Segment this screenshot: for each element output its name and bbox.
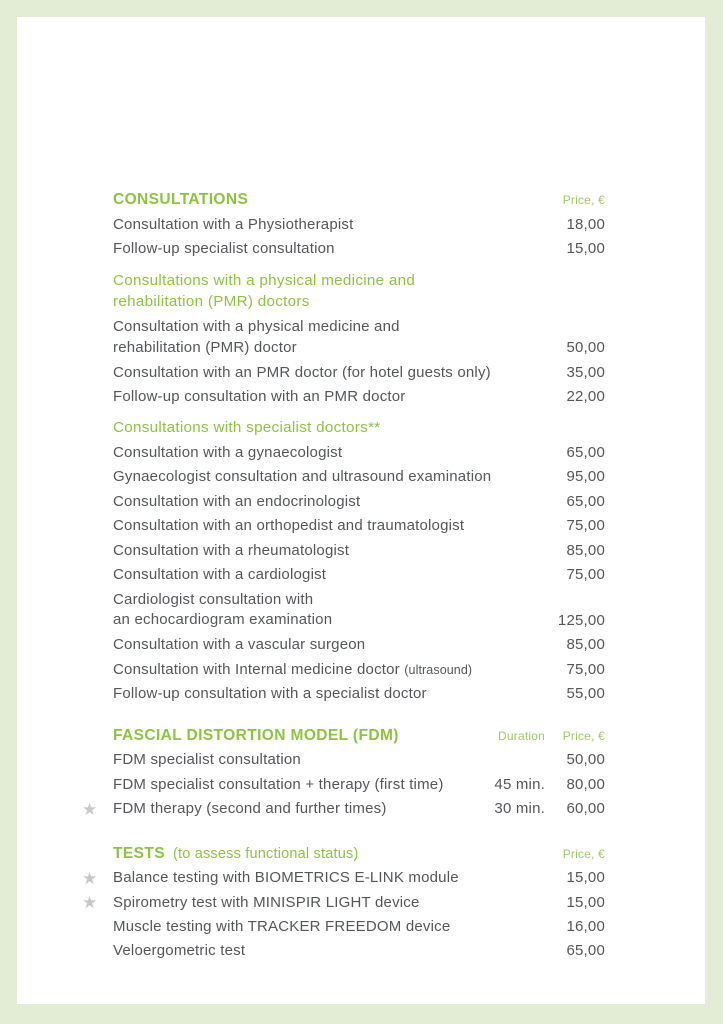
service-price: 65,00 xyxy=(566,942,605,960)
section-title: TESTS (to assess functional status) xyxy=(113,844,359,862)
service-name: Consultation with a gynaecologist xyxy=(113,443,343,461)
service-name: Muscle testing with TRACKER FREEDOM device xyxy=(113,917,451,935)
price-row xyxy=(113,237,605,261)
duration-column-label: Duration xyxy=(498,728,545,743)
service-name: Balance testing with BIOMETRICS E-LINK module xyxy=(113,869,459,887)
service-price: 15,00 xyxy=(566,893,605,911)
service-duration: 45 min. xyxy=(494,775,545,793)
service-name: Veloergometric test xyxy=(113,942,246,960)
section-tests xyxy=(82,842,605,964)
service-price: 15,00 xyxy=(566,869,605,887)
price-row xyxy=(113,658,605,682)
price-list-content xyxy=(17,17,705,964)
price-row xyxy=(113,633,605,657)
price-column-label: Price, € xyxy=(562,193,605,207)
service-name: FDM therapy (second and further times) xyxy=(113,800,387,818)
section-rows xyxy=(113,315,605,410)
service-name: Consultation with a physical medicine and rehabilitation (PMR) doctor xyxy=(113,318,400,356)
price-row xyxy=(113,315,605,361)
price-row xyxy=(113,465,605,489)
price-row xyxy=(113,939,605,963)
service-price: 75,00 xyxy=(566,660,605,678)
service-name: Consultation with an orthopedist and traumatologist xyxy=(113,517,465,535)
service-note: (ultrasound) xyxy=(404,662,473,677)
section-specialist-consultations xyxy=(113,417,605,706)
service-name: Cardiologist consultation with an echocardiogram examination xyxy=(113,590,333,629)
section-consultations xyxy=(113,188,605,261)
service-name: Spirometry test with MINISPIR LIGHT device xyxy=(113,893,420,911)
service-price: 75,00 xyxy=(566,565,605,583)
price-row xyxy=(113,385,605,409)
price-row xyxy=(113,441,605,465)
service-price: 65,00 xyxy=(566,492,605,510)
section-header xyxy=(113,724,605,749)
price-row xyxy=(113,539,605,563)
price-row xyxy=(113,682,605,706)
service-name: Consultation with Internal medicine doctor (ultrasound) xyxy=(113,660,473,678)
service-price: 85,00 xyxy=(566,636,605,654)
service-name: Follow-up specialist consultation xyxy=(113,239,335,257)
price-row xyxy=(113,563,605,587)
section-header xyxy=(113,842,605,867)
service-price: 22,00 xyxy=(566,388,605,406)
section-title-note: (to assess functional status) xyxy=(172,845,359,862)
section-fdm xyxy=(82,724,605,822)
price-row xyxy=(113,490,605,514)
price-row xyxy=(113,213,605,237)
service-duration: 30 min. xyxy=(494,800,545,818)
price-row xyxy=(113,915,605,939)
star-icon: ★ xyxy=(82,799,98,820)
service-name: Consultation with an endocrinologist xyxy=(113,492,361,510)
price-list-page xyxy=(17,17,705,1004)
price-row xyxy=(113,361,605,385)
section-rows xyxy=(113,441,605,706)
star-icon: ★ xyxy=(82,868,98,889)
service-price: 18,00 xyxy=(566,215,605,233)
service-name: Consultation with an PMR doctor (for hotel guests only) xyxy=(113,363,491,381)
service-name: Consultation with a Physiotherapist xyxy=(113,215,354,233)
subsection-title xyxy=(113,270,605,312)
service-name: Follow-up consultation with an PMR doctor xyxy=(113,388,406,406)
price-row xyxy=(82,866,605,890)
section-rows xyxy=(113,213,605,262)
subsection-title: Consultations with specialist doctors** xyxy=(113,418,381,436)
star-icon: ★ xyxy=(82,892,98,913)
section-rows xyxy=(82,748,605,821)
price-column-label: Price, € xyxy=(562,846,605,861)
service-price: 125,00 xyxy=(557,611,605,629)
service-name: FDM specialist consultation + therapy (first time) xyxy=(113,775,444,793)
subsection-title-line2: rehabilitation (PMR) doctors xyxy=(113,292,310,310)
service-price: 80,00 xyxy=(566,775,605,793)
price-row xyxy=(82,797,605,821)
price-row xyxy=(82,891,605,915)
service-price: 65,00 xyxy=(566,443,605,461)
service-price: 55,00 xyxy=(566,685,605,702)
price-row xyxy=(113,514,605,538)
subsection-title-line1: Consultations with a physical medicine and xyxy=(113,271,416,289)
service-price: 75,00 xyxy=(566,517,605,535)
service-price: 95,00 xyxy=(566,468,605,486)
service-name: Consultation with a rheumatologist xyxy=(113,541,350,559)
service-price: 50,00 xyxy=(566,751,605,769)
service-price: 85,00 xyxy=(566,541,605,559)
service-price: 50,00 xyxy=(566,339,605,357)
section-pmr-consultations xyxy=(113,270,605,410)
service-name: Gynaecologist consultation and ultrasound examination xyxy=(113,468,492,486)
service-name: Consultation with a cardiologist xyxy=(113,565,327,583)
service-name: Consultation with a vascular surgeon xyxy=(113,636,366,654)
price-column-label: Price, € xyxy=(562,728,605,743)
price-row xyxy=(113,587,605,633)
section-rows xyxy=(82,866,605,964)
service-name: FDM specialist consultation xyxy=(113,751,301,769)
service-price: 16,00 xyxy=(566,917,605,935)
section-title: FASCIAL DISTORTION MODEL (FDM) xyxy=(113,726,399,744)
section-header xyxy=(113,188,605,213)
price-row xyxy=(113,748,605,772)
section-title: CONSULTATIONS xyxy=(113,191,249,208)
price-row xyxy=(113,773,605,797)
service-price: 60,00 xyxy=(566,800,605,818)
service-name: Follow-up consultation with a specialist doctor xyxy=(113,685,427,702)
service-price: 15,00 xyxy=(566,239,605,257)
service-price: 35,00 xyxy=(566,363,605,381)
